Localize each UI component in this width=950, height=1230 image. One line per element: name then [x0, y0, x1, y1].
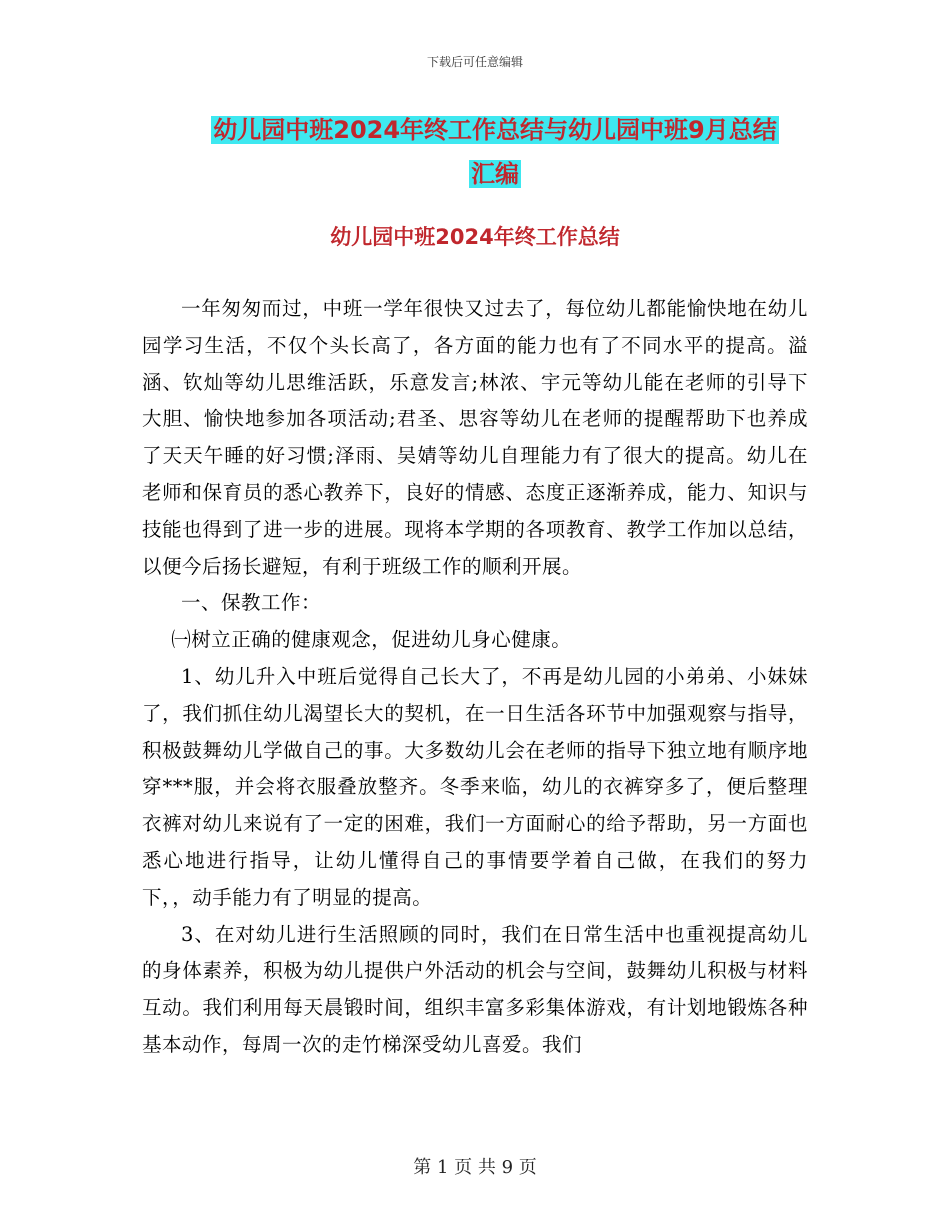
- paragraph-intro: 一年匆匆而过，中班一学年很快又过去了，每位幼儿都能愉快地在幼儿园学习生活，不仅个头长高了，各方面的能力也有了不同水平的提高。溢涵、钦灿等幼儿思维活跃，乐意发言;林浓、宇元等幼儿能在老师的引导下大胆、愉快地参加各项活动;君圣、思容等幼儿在老师的提醒帮助下也养成了天天午睡的好习惯;泽雨、吴婧等幼儿自理能力有了很大的提高。幼儿在老师和保育员的悉心教养下，良好的情感、态度正逐渐养成，能力、知识与技能也得到了进一步的进展。现将本学期的各项教育、教学工作加以总结，以便今后扬长避短，有利于班级工作的顺利开展。: [142, 297, 808, 578]
- paragraph-item-3: 3、在对幼儿进行生活照顾的同时，我们在日常生活中也重视提高幼儿的身体素养，积极为幼儿提供户外活动的机会与空间，鼓舞幼儿积极与材料互动。我们利用每天晨锻时间，组织丰富多彩集体游戏，有计划地锻炼各种基本动作，每周一次的走竹梯深受幼儿喜爱。我们: [142, 922, 808, 1056]
- page-footer: 第 1 页 共 9 页: [413, 1157, 537, 1178]
- body-text: [142, 291, 808, 1064]
- section-title: 幼儿园中班2024年终工作总结: [330, 225, 620, 249]
- paragraph-item-1: 1、幼儿升入中班后觉得自己长大了，不再是幼儿园的小弟弟、小妹妹了，我们抓住幼儿渴望长大的契机，在一日生活各环节中加强观察与指导，积极鼓舞幼儿学做自己的事。大多数幼儿会在老师的指导下独立地有顺序地穿***服，并会将衣服叠放整齐。冬季来临，幼儿的衣裤穿多了，便后整理衣裤对幼儿来说有了一定的困难，我们一方面耐心的给予帮助，另一方面也悉心地进行指导，让幼儿懂得自己的事情要学着自己做，在我们的努力下，，动手能力有了明显的提高。: [142, 664, 808, 909]
- document-title-line-2: 汇编: [471, 160, 519, 188]
- document-title: [140, 108, 850, 196]
- paragraph-heading-1: 一、保教工作：: [181, 591, 322, 615]
- header-note: 下载后可任意编辑: [426, 55, 523, 69]
- paragraph-subheading-1: ㈠树立正确的健康观念，促进幼儿身心健康。: [171, 628, 572, 652]
- document-title-line-1: 幼儿园中班2024年终工作总结与幼儿园中班9月总结: [213, 116, 777, 144]
